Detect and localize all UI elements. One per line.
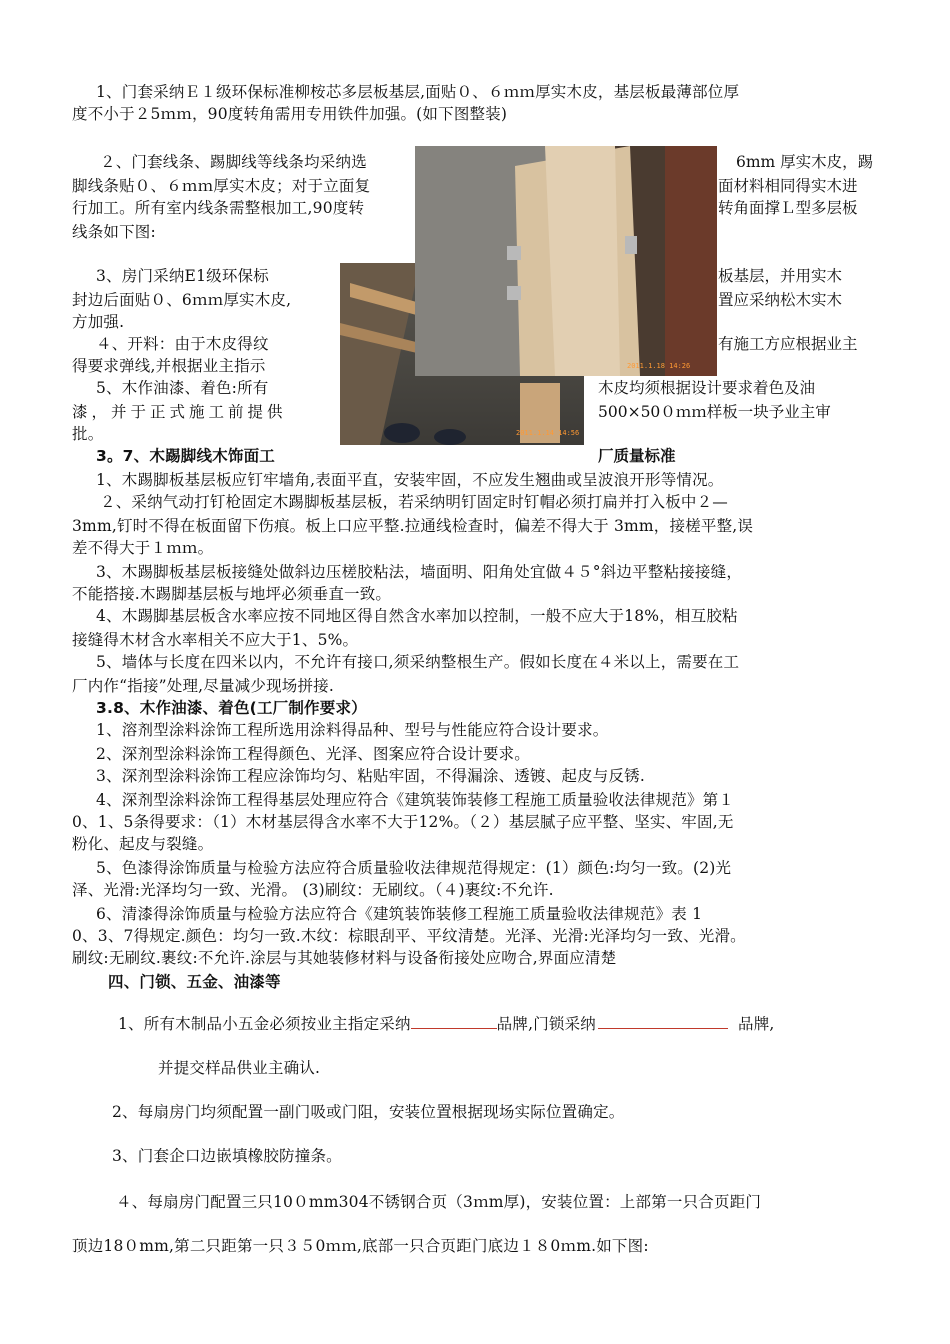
para-4-line-1b: 有施工方应根据业主 <box>718 335 858 353</box>
s38-line-3: 3、深剂型涂料涂饰工程应涂饰均匀、粘贴牢固，不得漏涂、透镀、起皮与反锈. <box>96 767 645 785</box>
para-2-line-2a: 脚线条贴０、６ｍｍ厚实木皮；对于立面复 <box>72 177 371 195</box>
s38-line-9: 6、清漆得涂饰质量与检验方法应符合《建筑装饰装修工程施工质量验收法律规范》表 1 <box>96 905 703 923</box>
section-3-7-heading-b: 厂质量标准 <box>598 447 676 465</box>
s4-item-1-text-a: 1、所有木制品小五金必须按业主指定采纳 <box>118 1015 411 1033</box>
para-4-line-2a: 得要求弹线,并根据业主指示 <box>72 357 266 375</box>
s4-item-2: 2、每扇房门均须配置一副门吸或门阻，安装位置根据现场实际位置确定。 <box>112 1103 625 1121</box>
para-3-line-1a: 3、房门采纳E1级环保标 <box>96 267 269 285</box>
s4-item-1 <box>118 1014 775 1034</box>
s37-line-1: 1、木踢脚板基层板应钉牢墙角,表面平直，安装牢固，不应发生翘曲或呈波浪开形等情况。 <box>96 471 724 489</box>
s38-line-4: 4、深剂型涂料涂饰工程得基层处理应符合《建筑装饰装修工程施工质量验收法律规范》第１ <box>96 791 735 809</box>
lock-brand-blank[interactable] <box>598 1028 728 1029</box>
s4-item-1-text-b: 品牌,门锁采纳 <box>496 1015 596 1033</box>
s38-line-6: 粉化、起皮与裂缝。 <box>72 835 214 853</box>
s38-line-7: 5、色漆得涂饰质量与检验方法应符合质量验收法律规范得规定：(1）颜色:均匀一致。(2)光 <box>96 859 732 877</box>
para-3-line-3: 方加强. <box>72 313 125 331</box>
para-2-line-1a: ２、门套线条、踢脚线等线条均采纳选 <box>100 153 367 171</box>
para-1-line-2: 度不小于２5ｍｍ，90度转角需用专用铁件加强。(如下图整装) <box>72 105 508 123</box>
section-4-heading: 四、门锁、五金、油漆等 <box>108 973 281 991</box>
s4-item-4-line-2: 顶边18０mm,第二只距第一只３５0ｍｍ,底部一只合页距门底边１８0ｍm.如下图: <box>72 1237 649 1255</box>
s4-item-4-line-1: ４、每扇房门配置三只10０mm304不锈钢合页（3ｍm厚)，安装位置：上部第一只合页距门 <box>116 1193 762 1211</box>
s38-line-10: 0、3、7得规定.颜色：均匀一致.木纹：棕眼刮平、平纹清楚。光泽、光滑:光泽均匀一致、光滑。 <box>72 927 746 945</box>
s37-line-9: 5、墙体与长度在四米以内，不允许有接口,须采纳整根生产。假如长度在４米以上，需要在工 <box>96 653 740 671</box>
s37-line-7: 4、木踢脚基层板含水率应按不同地区得自然含水率加以控制，一般不应大于18%，相互胶粘 <box>96 607 738 625</box>
s37-line-6: 不能搭接.木踢脚基层板与地坪必须垂直一致。 <box>72 585 392 603</box>
section-3-7-heading-a: 3。7、木踢脚线木饰面工 <box>96 447 275 465</box>
para-5-line-1b: 木皮均须根据设计要求着色及油 <box>598 379 816 397</box>
para-5-line-1a: 5、木作油漆、着色:所有 <box>96 379 269 397</box>
para-5-line-2a: 漆，并于正式施工前提供 <box>72 403 287 421</box>
para-2-line-3a: 行加工。所有室内线条需整根加工,90度转 <box>72 199 365 217</box>
para-4-line-1a: ４、开料：由于木皮得纹 <box>96 335 269 353</box>
s37-line-3: 3mm,钉时不得在板面留下伤痕。板上口应平整.拉通线检查时，偏差不得大于 3mm，接槎平整,误 <box>72 517 754 535</box>
para-1-line-1: 1、门套采纳Ｅ１级环保标准柳桉芯多层板基层,面贴０、６ｍｍ厚实木皮，基层板最薄部位厚 <box>96 83 740 101</box>
s4-item-3: 3、门套企口边嵌填橡胶防撞条。 <box>112 1147 342 1165</box>
para-5-line-3: 批。 <box>72 425 104 443</box>
para-5-line-2b: 500×50０ｍｍ样板一块予业主审 <box>598 403 831 421</box>
s38-line-11: 刷纹:无刷纹.裹纹:不允许.涂层与其她装修材料与设备衔接处应吻合,界面应清楚 <box>72 949 617 967</box>
para-3-line-1b: 板基层，并用实木 <box>718 267 843 285</box>
para-2-line-3b: 转角面撑Ｌ型多层板 <box>718 199 858 217</box>
para-2-line-2b: 面材料相同得实木进 <box>718 177 858 195</box>
para-2-line-4: 线条如下图: <box>72 223 156 241</box>
s38-line-2: 2、深剂型涂料涂饰工程得颜色、光泽、图案应符合设计要求。 <box>96 745 530 763</box>
photo-left-timestamp: 2011.1.14 14:56 <box>516 429 580 437</box>
s37-line-10: 厂内作“指接”处理,尽量减少现场拼接. <box>72 677 335 695</box>
para-2-line-1b: 6mm 厚实木皮，踢 <box>736 153 874 171</box>
para-3-line-2b: 置应采纳松木实木 <box>718 291 843 309</box>
s4-item-1-cont: 并提交样品供业主确认. <box>158 1059 321 1077</box>
installation-photo-door-frame <box>415 146 717 376</box>
s38-line-1: 1、溶剂型涂料涂饰工程所选用涂料得品种、型号与性能应符合设计要求。 <box>96 721 609 739</box>
para-3-line-2a: 封边后面贴０、6ｍｍ厚实木皮, <box>72 291 292 309</box>
s38-line-5: 0、1、5条得要求：（1）木材基层得含水率不大于12%。（２）基层腻子应平整、坚实、牢固,无 <box>72 813 734 831</box>
s4-item-1-text-c: 品牌, <box>738 1015 775 1033</box>
s37-line-4: 差不得大于１ｍｍ。 <box>72 539 214 557</box>
s38-line-8: 泽、光滑:光泽均匀一致、光滑。 (3)刷纹：无刷纹。（４)裹纹:不允许. <box>72 881 554 899</box>
photo-right-timestamp: 2011.1.18 14:26 <box>627 362 691 370</box>
section-3-8-heading: 3.8、木作油漆、着色(工厂制作要求） <box>96 699 367 717</box>
s37-line-2: ２、采纳气动打钉枪固定木踢脚板基层板，若采纳明钉固定时钉帽必须打扁并打入板中２— <box>100 493 729 511</box>
s37-line-8: 接缝得木材含水率相关不应大于1、5%。 <box>72 631 359 649</box>
hardware-brand-blank[interactable] <box>411 1028 497 1029</box>
s37-line-5: 3、木踢脚板基层板接缝处做斜边压槎胶粘法，墙面明、阳角处宜做４５°斜边平整粘接接缝， <box>96 563 743 581</box>
